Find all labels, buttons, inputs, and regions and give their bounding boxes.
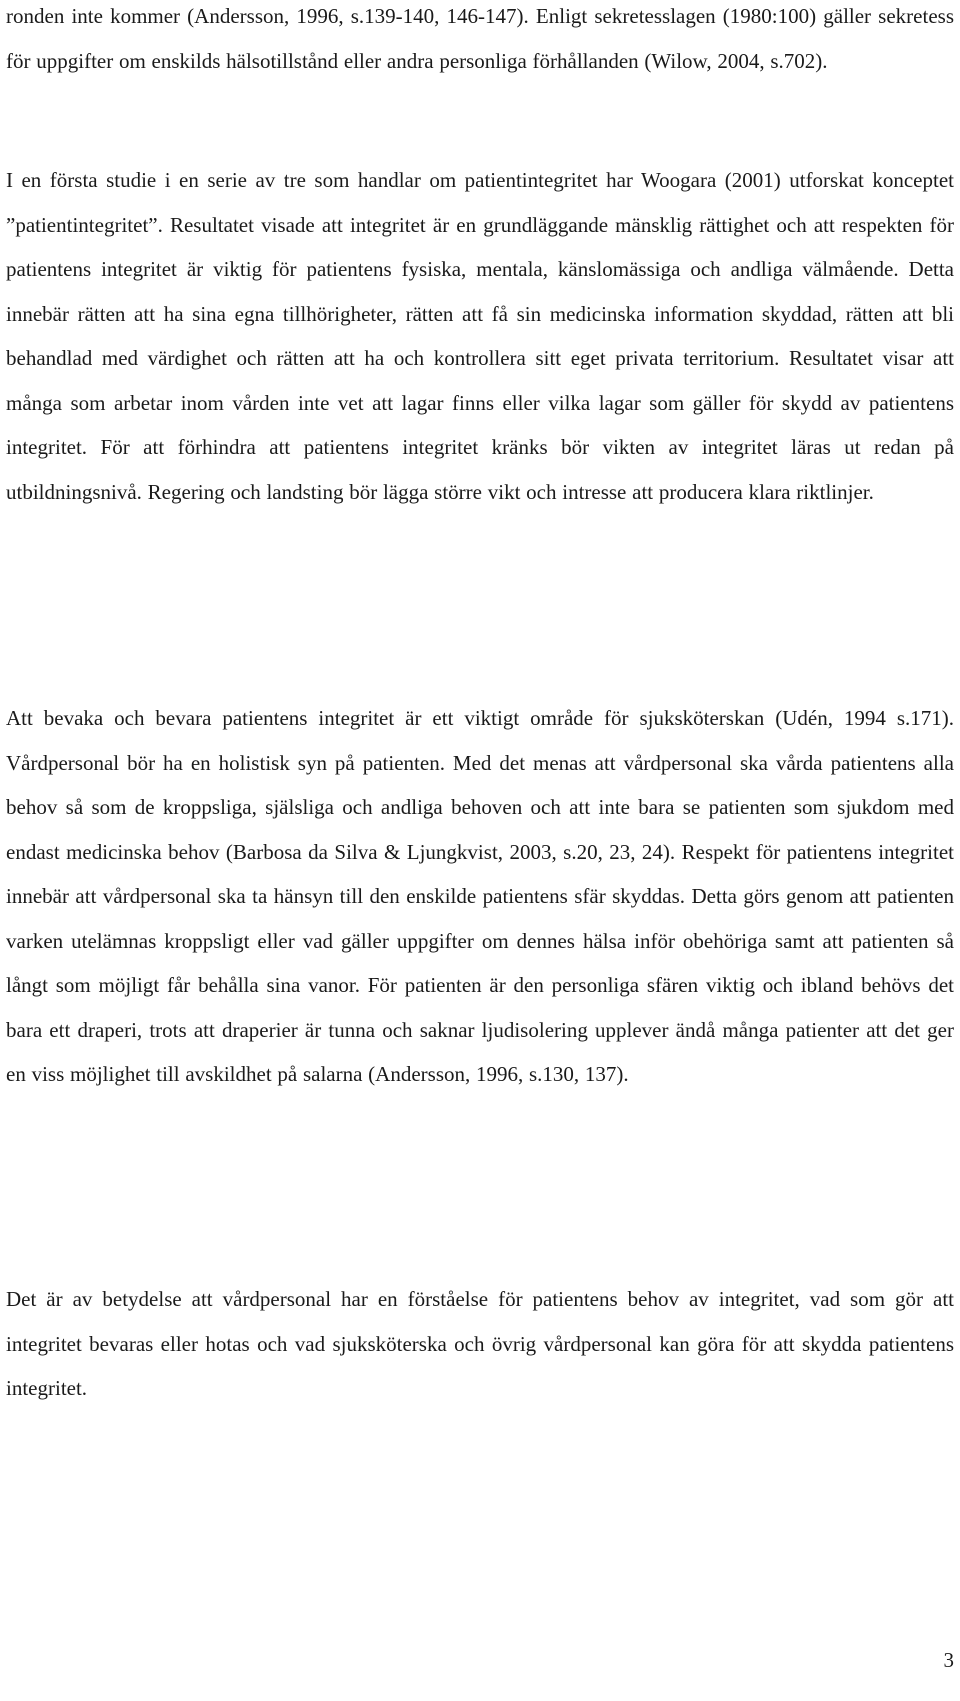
paragraph-holistic-care: Att bevaka och bevara patientens integritet är ett viktigt område för sjuksköterskan (Udén, 1994 s.171). Vårdpersonal bör ha en holistisk syn på patienten. Med det menas att vårdpersonal ska vårda patientens alla behov så som de kroppsliga, själsliga och andliga behoven och att inte bara se patienten som sjukdom med endast medicinska behov (Barbosa da Silva & Ljungkvist, 2003, s.20, 23, 24). Respekt för patientens integritet innebär att vårdpersonal ska ta hänsyn till den enskilde patientens sfär skyddas. Detta görs genom att patienten varken utelämnas kroppsligt eller vad gäller uppgifter om dennes hälsa inför obehöriga samt att patienten så långt som möjligt får behålla sina vanor. För patienten är den personliga sfären viktig och ibland behövs det bara ett draperi, trots att draperier är tunna och saknar ljudisolering upplever ändå många patienter att det ger en viss möjlighet till avskildhet på salarna (Andersson, 1996, s.130, 137). bbox=[6, 706, 954, 1086]
paragraph-woogara-study: I en första studie i en serie av tre som handlar om patientintegritet har Woogara (2001) utforskat konceptet ”patientintegritet”. Resultatet visade att integritet är en grundläggande mänsklig rättighet och att respekten för patientens integritet är viktig för patientens fysiska, mentala, känslomässiga och andliga välmående. Detta innebär rätten att ha sina egna tillhörigheter, rätten att få sin medicinska information skyddad, rätten att bli behandlad med värdighet och rätten att ha och kontrollera sitt eget privata territorium. Resultatet visar att många som arbetar inom vården inte vet att lagar finns eller vilka lagar som gäller för skydd av patientens integritet. För att förhindra att patientens integritet kränks bör vikten av integritet läras ut redan på utbildningsnivå. Regering och landsting bör lägga större vikt och intresse att producera klara riktlinjer. bbox=[6, 168, 954, 504]
page-number: 3 bbox=[943, 1648, 954, 1672]
paragraph-conclusion: Det är av betydelse att vårdpersonal har en förståelse för patientens behov av integritet, vad som gör att integritet bevaras eller hotas och vad sjuksköterska och övrig vårdpersonal kan göra för att skydda patientens integritet. bbox=[6, 1287, 954, 1400]
paragraph-confidentiality: ronden inte kommer (Andersson, 1996, s.139-140, 146-147). Enligt sekretesslagen (1980:100) gäller sekretess för uppgifter om enskilds hälsotillstånd eller andra personliga förhållanden (Wilow, 2004, s.702). bbox=[6, 4, 954, 73]
